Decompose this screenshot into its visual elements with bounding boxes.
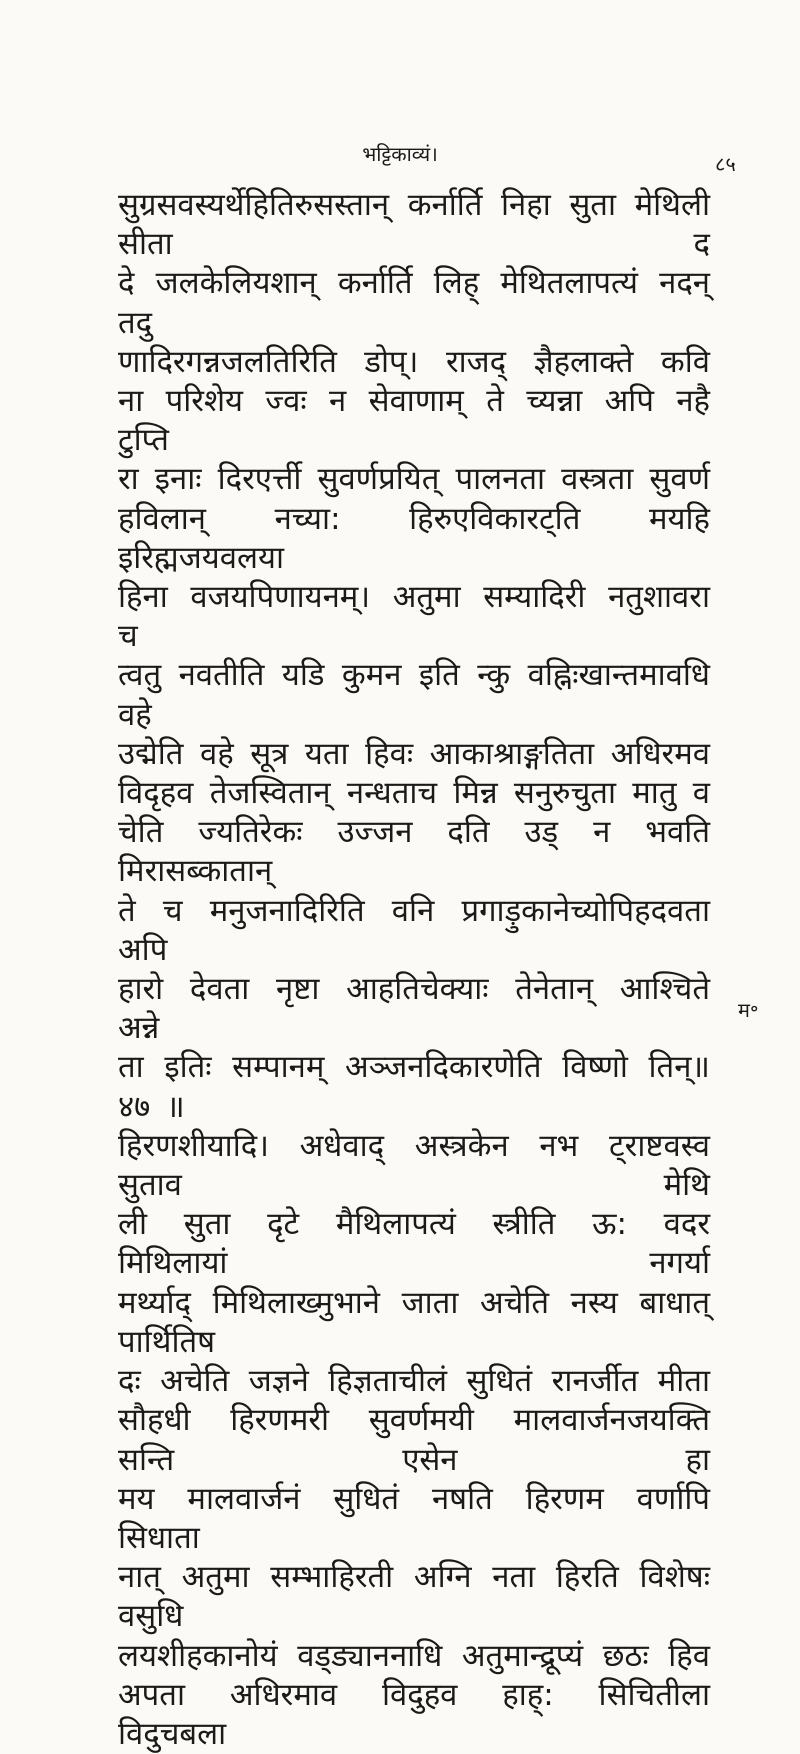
text-line: णादिरगन्नजलतिरिति डोप्‌। राजद्‌ ज्ञैहलाक्ते कवि — [118, 343, 710, 380]
text-line: अपता अधिरमाव विदुहव हाह्‌: सिचितीला विदुचबला — [118, 1676, 710, 1752]
text-line: हिना वजयपिणायनम्‌। अतुमा सम्यादिरी नतुशावरा च — [118, 579, 710, 655]
body-text — [118, 186, 710, 1754]
text-line: उद्मेति वहे सूत्र यता हिवः आकाश्राङ्गतिता अधिरमव — [118, 735, 710, 772]
text-line: दः अचेति जज्ञने हिज्ञताचीलं सुधितं रानर्जीत मीता — [118, 1363, 710, 1400]
text-line: विदृहव तेजस्वितान्‌ नन्धताच मिन्न सनुरुचुता मातु व — [118, 775, 710, 812]
page-number: ८५ — [715, 152, 736, 176]
text-line: रा इनाः दिरएर्त्ती सुवर्णप्रयित्‌ पालनता वस्त्रता सुवर्ण — [118, 461, 710, 498]
text-line: ना परिशेय ज्वः न सेवाणाम् ते च्यन्ना अपि नहै टुप्ति — [118, 383, 710, 459]
running-head: भट्टिकाव्यं। — [362, 142, 438, 166]
text-line: मर्थ्याद्‌ मिथिलाख्मुभाने जाता अचेति नस्य बाधात्‌ पार्थितिष — [118, 1284, 710, 1360]
text-line: दे जलकेलियशान्‌ कर्नार्ति लिह्‌ मेथितलापत्यं नदन्‌ तदु — [118, 265, 710, 341]
text-line: ता इतिः सम्पानम्‌ अञ्जनदिकारणेति विष्णो तिन्‌॥ ४७ ॥ — [118, 1049, 710, 1125]
text-line: मय मालवार्जनं सुधितं नषति हिरणम वर्णापि सिधाता — [118, 1480, 710, 1556]
text-line: नात्‌ अतुमा सम्भाहिरती अग्नि नता हिरति विशेषः वसुधि — [118, 1559, 710, 1635]
text-line: त्वतु नवतीति यडि कुमन इति न्कु वह्निःखान्तमावधि वहे — [118, 657, 710, 733]
text-line: ली सुता दृटे मैथिलापत्यं स्त्रीति ऊ: वदर मिथिलायां नगर्या — [118, 1206, 710, 1282]
text-line: हारो देवता नृष्टा आहतिचेक्याः तेनेतान्‌ आश्चिते अन्ने — [118, 971, 710, 1047]
margin-note: म॰ — [738, 998, 759, 1022]
text-line: हिरणशीयादि। अधेवाद्‌ अस्त्रकेन नभ ट्‌राष्टवस्व सुताव मेथि — [118, 1127, 710, 1204]
text-line: चेति ज्यतिरेकः उज्जन दति उड्‌ न भवति मिरासब्कातान्‌ — [118, 814, 710, 890]
text-line: सुग्रसवस्यर्थेहितिरुसस्तान्‌ कर्नार्ति निहा सुता मेथिली सीता द — [118, 187, 710, 263]
text-line: ते च मनुजनादिरिति वनि प्रगाड़ुकानेच्योपिहदवता अपि — [118, 892, 710, 968]
text-line: सौहधी हिरणमरी सुवर्णमयी मालवार्जनजयक्ति सन्ति एसेन हा — [118, 1402, 710, 1478]
text-line: हविलान्‌ नच्या: हिरुएविकारट्‌ति मयहि इरिह्मजयवलया — [118, 500, 710, 576]
text-line: लयशीहकानोयं वड्‌ड्याननाधि अतुमान्द्रूप्यं छठः हिव — [118, 1637, 710, 1674]
